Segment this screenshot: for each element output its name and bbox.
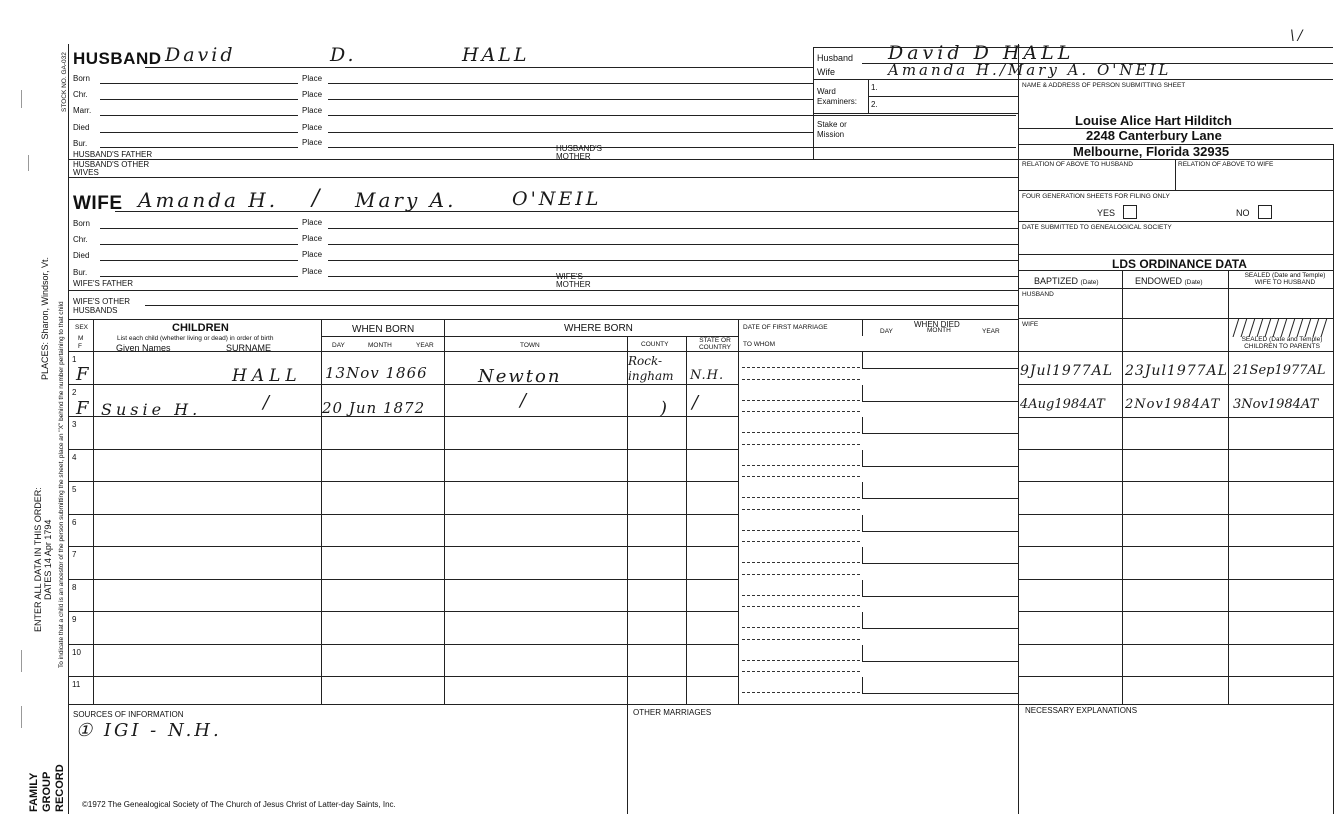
to-whom-blank[interactable] [742,411,860,412]
examiner-1: 1. [871,83,878,92]
other-marriages-label: OTHER MARRIAGES [633,708,712,717]
places-note: PLACES: Sharon, Windsor, Vt. [40,256,50,380]
explanations-label: NECESSARY EXPLANATIONS [1025,706,1138,715]
yes-label: YES [1097,208,1116,218]
ward-label: Ward [817,87,836,96]
marriage-date-blank[interactable] [742,562,860,563]
child-2-born[interactable]: 20 Jun 1872 [322,399,426,417]
to-whom-blank[interactable] [742,476,860,477]
lds-sealed-1[interactable]: 21Sep1977AL [1233,363,1326,378]
marriage-date-blank[interactable] [742,660,860,661]
child-row-number: 3 [72,420,77,429]
child-1-town[interactable]: Newton [478,366,562,387]
child-1-county[interactable]: Rock-ingham [628,354,674,383]
husband-born-place-label: Place [302,74,323,83]
stock-number: STOCK NO. GA-032 [61,52,68,112]
wife-alt-given[interactable]: Mary A. [355,188,457,212]
lds-sealed-children-header: SEALED (Date and Temple) CHILDREN TO PARENTS [1241,336,1323,350]
marriage-date-blank[interactable] [742,595,860,596]
death-date-box[interactable] [862,515,1019,532]
child-row-number: 6 [72,517,77,527]
lds-endowed-1[interactable]: 23Jul1977AL [1125,363,1228,379]
husband-middle[interactable]: D. [330,44,357,66]
husband-given[interactable]: David [165,44,236,66]
death-date-box[interactable] [862,580,1019,597]
wife-chr-place-label: Place [302,234,323,243]
relation-husband-label: RELATION OF ABOVE TO HUSBAND [1022,161,1133,168]
sources-value[interactable]: ① IGI - N.H. [76,720,222,741]
marriage-date-blank[interactable] [742,497,860,498]
marriage-date-blank[interactable] [742,400,860,401]
child-row-number: 11 [72,680,81,689]
child-row-number: 5 [72,485,77,494]
col-given-names: Given Names [116,343,171,353]
header-wife-value[interactable]: Amanda H./Mary A. O'NEIL [888,61,1172,79]
col-county: COUNTY [641,341,669,348]
husband-other-wives-label: HUSBAND'S OTHER WIVES [73,160,150,177]
husband-born-label: Born [73,74,90,83]
wife-slash: / [312,186,323,211]
child-1-sex[interactable]: F [76,364,92,385]
child-row-number: 8 [72,582,77,592]
child-row-number: 9 [72,615,77,624]
child-2-town[interactable]: / [520,390,530,411]
col-town: TOWN [520,342,540,349]
lds-baptized-2[interactable]: 4Aug1984AT [1020,397,1105,412]
husband-marr-label: Marr. [73,106,92,115]
to-whom-blank[interactable] [742,379,860,380]
submitter-label: NAME & ADDRESS OF PERSON SUBMITTING SHEET [1022,82,1186,89]
death-date-box[interactable] [862,450,1019,467]
hatched-block [1229,318,1333,337]
wife-died-label: Died [73,251,90,260]
child-row-number: 4 [72,452,77,462]
form-name-2: GROUP [41,771,53,812]
husband-bur-place-label: Place [302,138,323,147]
death-date-box[interactable] [862,417,1019,434]
child-1-surname[interactable]: HALL [232,366,302,386]
death-date-box[interactable] [862,482,1019,499]
col-where-born: WHERE BORN [564,323,633,334]
marriage-date-blank[interactable] [742,367,860,368]
wife-born-label: Born [73,219,90,228]
lds-endowed-2[interactable]: 2Nov1984AT [1125,397,1221,412]
husband-died-label: Died [73,123,90,132]
death-date-box[interactable] [862,645,1019,662]
to-whom-blank[interactable] [742,509,860,510]
child-2-county[interactable]: ) [660,398,671,419]
wife-bur-label: Bur. [73,268,88,277]
husband-marr-place-label: Place [302,106,323,115]
wife-father-label: WIFE'S FATHER [73,279,134,288]
lds-wife-label: WIFE [1022,321,1039,328]
child-row-number: 1 [72,355,77,364]
death-date-box[interactable] [862,385,1019,402]
to-whom-blank[interactable] [742,574,860,575]
marriage-date-blank[interactable] [742,465,860,466]
wife-born-place-label: Place [302,218,323,227]
mission-label: Mission [817,130,845,139]
child-row-number: 7 [72,550,77,559]
header-husband-value[interactable]: David D HALL [888,42,1075,64]
lds-endowed-header: ENDOWED (Date) [1135,276,1203,286]
wife-bur-place-label: Place [302,267,323,276]
no-checkbox[interactable] [1258,205,1272,219]
child-2-given[interactable]: Susie H. [101,400,202,419]
to-whom-blank[interactable] [742,671,860,672]
to-whom-blank[interactable] [742,606,860,607]
child-2-state[interactable]: / [692,392,702,413]
form-name-3: RECORD [54,764,66,812]
submitter-line-1: Louise Alice Hart Hilditch [1075,113,1232,128]
col-sex-mf: M F [78,335,84,350]
wife-given[interactable]: Amanda H. [138,188,279,212]
header-wife-label: Wife [817,67,835,77]
ancestor-instruction: To indicate that a child is an ancestor of the person submitting the sheet, place an "X" behind the number pertaining to that child [58,301,65,668]
col-born-month: MONTH [368,342,392,349]
husband-died-place-label: Place [302,123,323,132]
stake-label: Stake or [817,120,847,129]
husband-surname[interactable]: HALL [462,44,530,66]
col-died-day: DAY [880,328,893,335]
husband-mother-label: HUSBAND'S MOTHER [556,144,602,161]
husband-chr-label: Chr. [73,90,88,99]
death-date-box[interactable] [862,547,1019,564]
wife-other-husbands-label: WIFE'S OTHER HUSBANDS [73,297,131,315]
marriage-date-blank[interactable] [742,627,860,628]
col-when-born: WHEN BORN [352,324,415,335]
wife-mother-label: WIFE'S MOTHER [556,272,591,289]
col-surname: SURNAME [226,343,272,353]
lds-baptized-header: BAPTIZED (Date) [1034,276,1099,286]
wife-died-place-label: Place [302,250,323,259]
col-born-day: DAY [332,342,345,349]
submitter-line-3: Melbourne, Florida 32935 [1073,144,1230,159]
sources-label: SOURCES OF INFORMATION [73,710,184,719]
check-mark: \/ [1290,28,1306,44]
marriage-date-blank[interactable] [742,432,860,433]
lds-baptized-1[interactable]: 9Jul1977AL [1020,363,1114,379]
marriage-date-blank[interactable] [742,692,860,693]
lds-sealed-wife-header: SEALED (Date and Temple) WIFE TO HUSBAND [1244,272,1326,286]
to-whom-blank[interactable] [742,444,860,445]
child-row-number: 10 [72,647,81,657]
col-children-hint: List each child (whether living or dead) in order of birth [117,335,274,342]
four-gen-label: FOUR GENERATION SHEETS FOR FILING ONLY [1022,193,1170,200]
date-submitted-label: DATE SUBMITTED TO GENEALOGICAL SOCIETY [1022,224,1172,231]
lds-sealed-2[interactable]: 3Nov1984AT [1233,397,1319,412]
examiners-label: Examiners: [817,97,858,106]
col-sex: SEX [75,324,89,331]
child-row-number: 2 [72,387,77,397]
col-first-marriage: DATE OF FIRST MARRIAGE [743,324,828,331]
child-1-state[interactable]: N.H. [690,368,725,383]
husband-bur-label: Bur. [73,139,88,148]
to-whom-blank[interactable] [742,541,860,542]
yes-checkbox[interactable] [1123,205,1137,219]
marriage-date-blank[interactable] [742,530,860,531]
wife-surname[interactable]: O'NEIL [512,188,602,210]
header-husband-label: Husband [817,53,854,63]
col-died-year: YEAR [982,328,1000,335]
no-label: NO [1236,208,1250,218]
to-whom-blank[interactable] [742,639,860,640]
col-when-died: WHEN DIED [914,320,960,329]
col-born-year: YEAR [416,342,434,349]
form-name: FAMILY [28,772,40,812]
death-date-box[interactable] [862,612,1019,629]
husband-heading: HUSBAND [73,49,162,68]
child-1-born[interactable]: 13Nov 1866 [325,364,428,382]
col-to-whom: TO WHOM [743,341,776,348]
col-children: CHILDREN [172,322,229,334]
wife-chr-label: Chr. [73,235,88,244]
lds-title: LDS ORDINANCE DATA [1112,257,1247,271]
child-2-sex[interactable]: F [76,398,92,419]
dates-note: DATES 14 Apr 1794 [43,519,53,600]
copyright: ©1972 The Genealogical Society of The Church of Jesus Christ of Latter-day Saints, Inc. [82,800,396,809]
col-died-month: MONTH [927,327,951,334]
examiner-2: 2. [871,100,878,109]
relation-wife-label: RELATION OF ABOVE TO WIFE [1178,161,1274,168]
submitter-line-2: 2248 Canterbury Lane [1086,128,1222,143]
husband-father-label: HUSBAND'S FATHER [73,150,153,159]
death-date-box[interactable] [862,352,1019,369]
husband-chr-place-label: Place [302,90,323,99]
death-date-box[interactable] [862,677,1019,694]
wife-heading: WIFE [73,193,123,214]
col-state: STATE OR COUNTRY [698,337,732,351]
enter-all-note: ENTER ALL DATA IN THIS ORDER: [33,487,43,632]
child-2-surname[interactable]: / [263,392,273,413]
lds-husband-label: HUSBAND [1022,291,1054,298]
